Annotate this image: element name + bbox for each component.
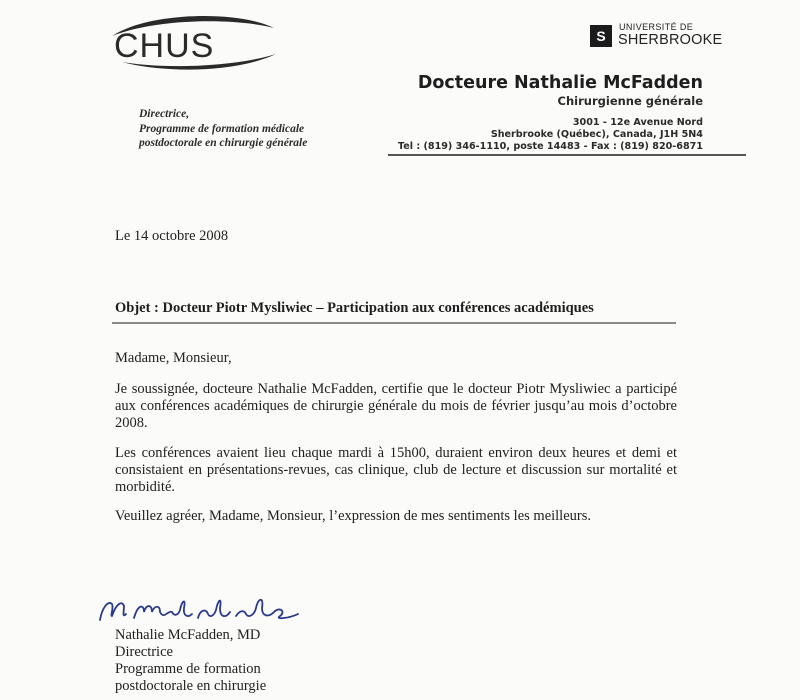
letter-salutation: Madame, Monsieur, bbox=[115, 350, 232, 366]
subject-divider bbox=[112, 322, 676, 324]
letterhead-address-line1: 3001 - 12e Avenue Nord bbox=[572, 117, 703, 128]
letterhead-role-line1: Directrice, bbox=[139, 108, 190, 120]
letterhead-divider bbox=[388, 154, 746, 156]
letter-date: Le 14 octobre 2008 bbox=[115, 228, 229, 244]
letter-subject: Objet : Docteur Piotr Mysliwiec – Participation aux conférences académiques bbox=[115, 300, 594, 316]
universite-sherbrooke-logo bbox=[590, 22, 740, 52]
letter-closing: Veuillez agréer, Madame, Monsieur, l’expression de mes sentiments les meilleurs. bbox=[115, 508, 591, 524]
chus-logo bbox=[108, 14, 280, 74]
handwritten-signature bbox=[94, 590, 304, 630]
letterhead-address-line2: Sherbrooke (Québec), Canada, J1H 5N4 bbox=[490, 129, 703, 140]
signatory-name: Nathalie McFadden, MD bbox=[115, 627, 261, 643]
letterhead-name: Docteure Nathalie McFadden bbox=[417, 73, 703, 93]
letterhead-contact-line: Tel : (819) 346-1110, poste 14483 - Fax : (819) 820-6871 bbox=[397, 141, 703, 152]
letterhead-title: Chirurgienne générale bbox=[557, 94, 703, 108]
letterhead-role-line2: Programme de formation médicale bbox=[139, 122, 305, 135]
signatory-program-line2: postdoctorale en chirurgie bbox=[115, 678, 267, 694]
letterhead-role bbox=[139, 107, 359, 151]
signatory-program-line1: Programme de formation bbox=[115, 661, 261, 677]
udes-logo-line1: UNIVERSITÉ DE bbox=[619, 22, 694, 32]
udes-logo-line2: SHERBROOKE bbox=[618, 32, 723, 48]
letter-paragraph-2: Les conférences avaient lieu chaque mardi à 15h00, duraient environ deux heures et demi et consistaient en présentations-revues, cas clinique, club de lecture et discussion sur mortalité et morbidité. bbox=[115, 445, 677, 495]
chus-logo-text: CHUS bbox=[114, 27, 215, 65]
udes-mark-icon: S bbox=[590, 25, 612, 47]
letter-paragraph-1: Je soussignée, docteure Nathalie McFadden, certifie que le docteur Piotr Mysliwiec a participé aux conférences académiques de chirurgie générale du mois de février jusqu’au mois d’octobre 2008. bbox=[115, 381, 677, 431]
letterhead-role-line3: postdoctorale en chirurgie générale bbox=[139, 137, 308, 149]
signatory-role: Directrice bbox=[115, 644, 173, 660]
